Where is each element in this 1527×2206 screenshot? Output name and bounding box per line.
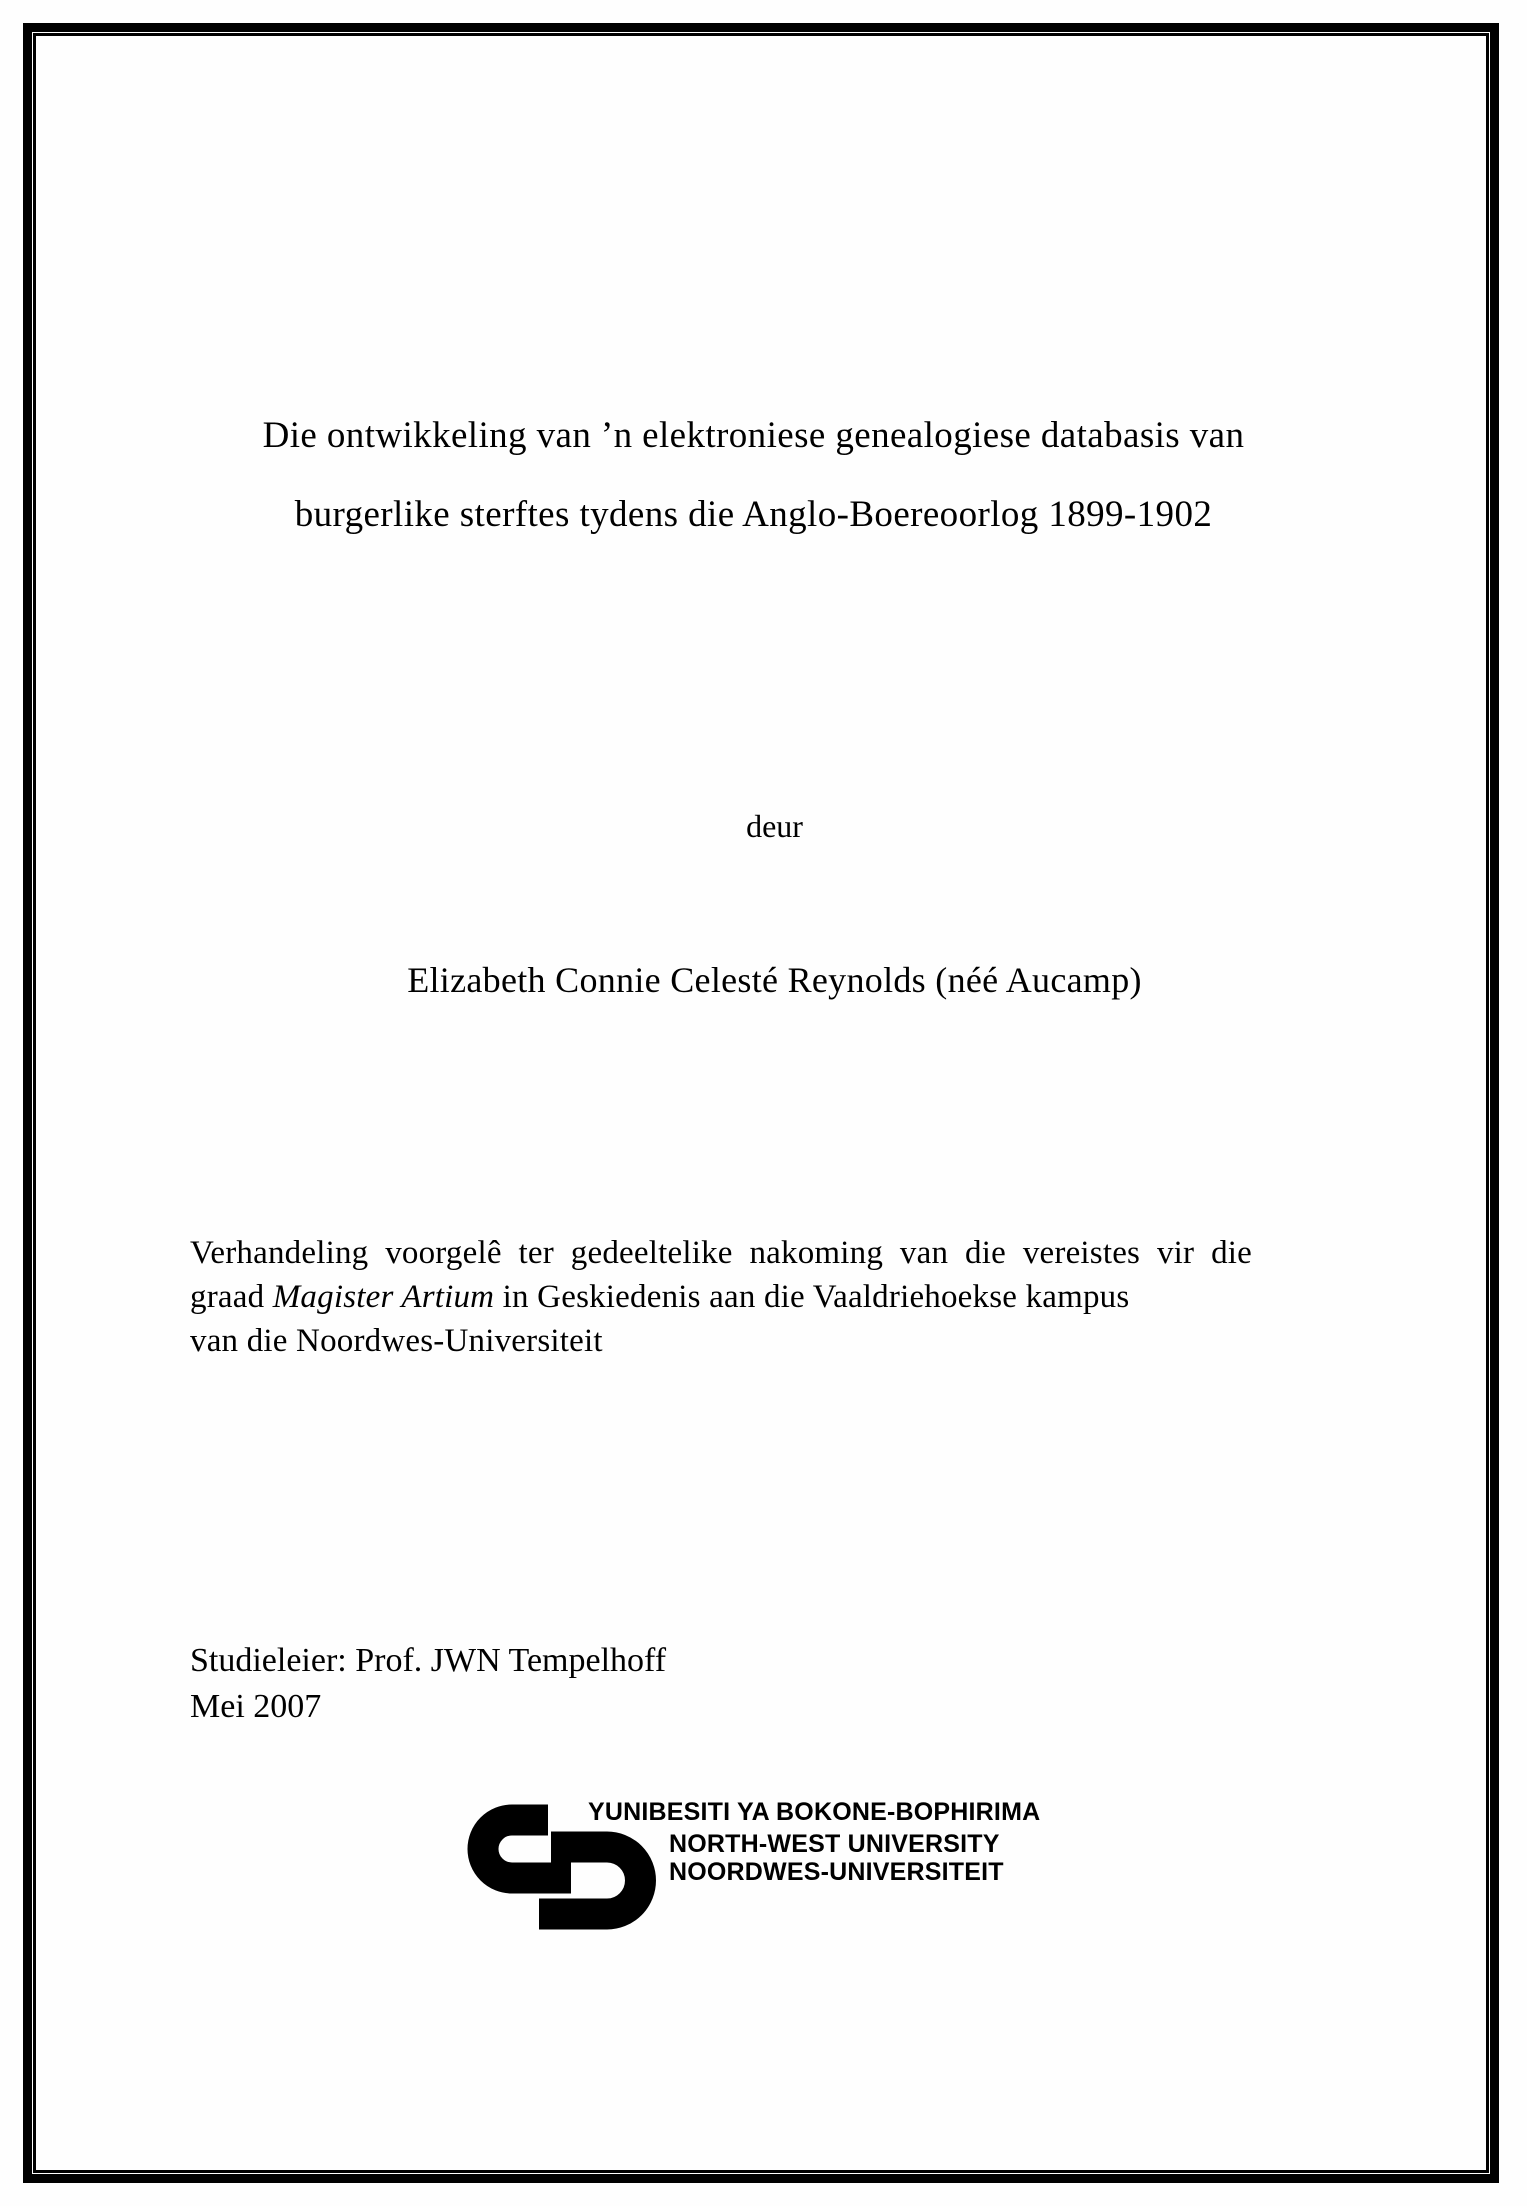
thesis-title-line2: burgerlike sterftes tydens die Anglo-Boereoorlog 1899-1902 <box>294 494 1213 535</box>
byline-deur: deur <box>746 808 803 844</box>
date-line: Mei 2007 <box>190 1688 322 1725</box>
degree-statement-line2 <box>190 1275 1252 1319</box>
logo-wordmark-setswana: YUNIBESITI YA BOKONE-BOPHIRIMA <box>588 1798 1041 1826</box>
logo-wordmark-afrikaans: NOORDWES-UNIVERSITEIT <box>669 1858 1004 1886</box>
degree-statement-line3: van die Noordwes-Universiteit <box>190 1323 603 1359</box>
author-name: Elizabeth Connie Celesté Reynolds (néé Aucamp) <box>407 960 1142 1000</box>
thesis-title <box>60 396 1447 554</box>
degree-statement-line2-pre: graad <box>190 1279 273 1315</box>
degree-statement <box>190 1231 1252 1363</box>
logo-wordmark-english: NORTH-WEST UNIVERSITY <box>669 1830 1000 1858</box>
degree-name-italic: Magister Artium <box>272 1279 495 1315</box>
supervisor-line: Studieleier: Prof. JWN Tempelhoff <box>190 1642 667 1679</box>
thesis-title-line1: Die ontwikkeling van ’n elektroniese genealogiese databasis van <box>262 415 1245 456</box>
degree-statement-line2-post: in Geskiedenis aan die Vaaldriehoekse kampus <box>494 1279 1130 1315</box>
degree-statement-line1: Verhandeling voorgelê ter gedeeltelike nakoming van die vereistes vir die <box>190 1235 1252 1271</box>
